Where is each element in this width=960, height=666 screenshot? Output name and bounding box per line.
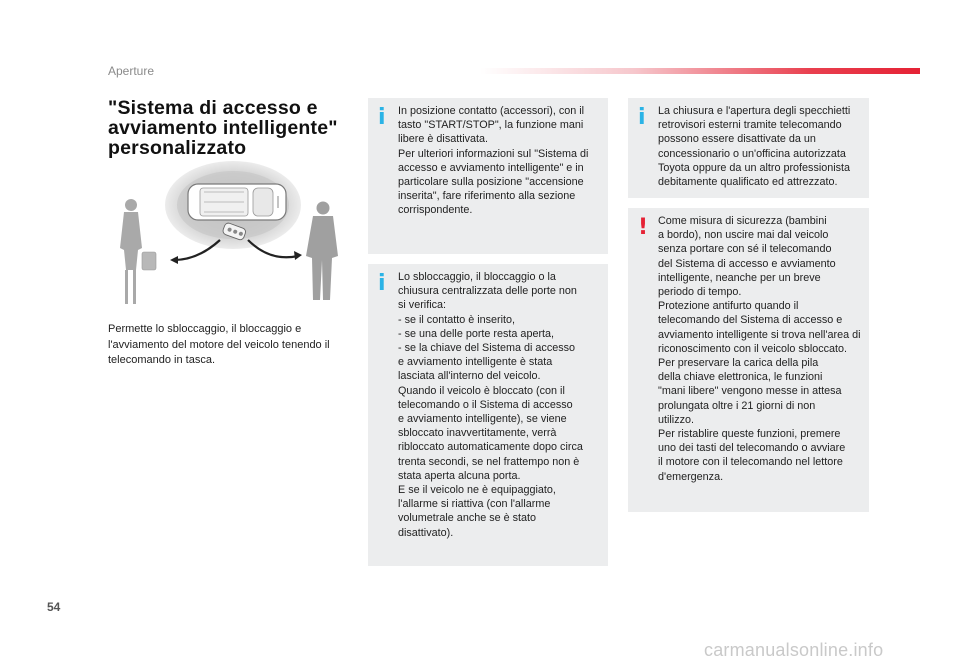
info-icon: i [378, 105, 386, 130]
info-icon: i [378, 271, 386, 296]
info-box-locking-text: Lo sbloccaggio, il bloccaggio o la chiusura centralizzata delle porte non si verifica: - se il contatto è inserito, - se una delle porte resta aperta, - se la chiave del Sistema di accesso e avviamento intelligente è stata lasciata all'interno del veicolo. Quando il veicolo è bloccato (con il telecomando o il Sistema di accesso e avviamento intelligente), se viene sbloccato inavvertitamente, verrà ribloccato automaticamente dopo circa trenta secondi, se nel frattempo non è stata aperta alcuna porta. E se il veicolo ne è equipaggiato, l'allarme si riattiva (con l'allarme volumetrale anche se è stato disattivato). [398, 271, 583, 539]
page-heading: "Sistema di accesso e avviamento intelligente" personalizzato [108, 97, 338, 159]
man-silhouette-icon [306, 202, 338, 301]
smart-entry-illustration [108, 160, 348, 310]
info-icon: i [638, 105, 646, 130]
watermark: carmanualsonline.info [704, 640, 884, 660]
info-box-mirrors [628, 98, 869, 198]
intro-text: Permette lo sbloccaggio, il bloccaggio e l'avviamento del motore del veicolo tenendo il telecomando in tasca. [108, 323, 330, 366]
info-box-locking [368, 264, 608, 566]
warning-box-text: Come misura di sicurezza (bambini a bordo), non uscire mai dal veicolo senza portare con sé il telecomando del Sistema di accesso e avviamento intelligente, neanche per un breve periodo di tempo. Protezione antifurto quando il telecomando del Sistema di accesso e avviamento intelligente si trova nell'area di riconoscimento con il veicolo sbloccato. Per preservare la carica della pila della chiave elettronica, le funzioni "mani libere" vengono messe in attesa prolungata oltre i 21 giorni di non utilizzo. Per ristablire queste funzioni, premere uno dei tasti del telecomando o avviare il motore con il telecomando nel lettore d'emergenza. [658, 215, 861, 483]
car-top-view-icon [188, 184, 286, 220]
woman-silhouette-icon [120, 199, 156, 304]
section-title: Aperture [108, 64, 155, 78]
info-box-contact [368, 98, 608, 254]
info-box-mirrors-text: La chiusura e l'apertura degli specchietti retrovisori esterni tramite telecomando possono essere disattivate da un concessionario o un'officina autorizzata Toyota oppure da un altro professionista debitamente qualificato ed attrezzato. [658, 105, 851, 189]
warning-box-safety [628, 208, 869, 512]
page-number: 54 [47, 600, 61, 614]
header-rule [480, 68, 920, 74]
info-box-contact-text: In posizione contatto (accessori), con il tasto "START/STOP", la funzione mani libere è disattivata. Per ulteriori informazioni sul "Sistema di accesso e avviamento intelligente" e in particolare sulla posizione "accensione inserita", fare riferimento alla sezione corrispondente. [398, 105, 589, 217]
warning-icon: ! [638, 215, 649, 240]
